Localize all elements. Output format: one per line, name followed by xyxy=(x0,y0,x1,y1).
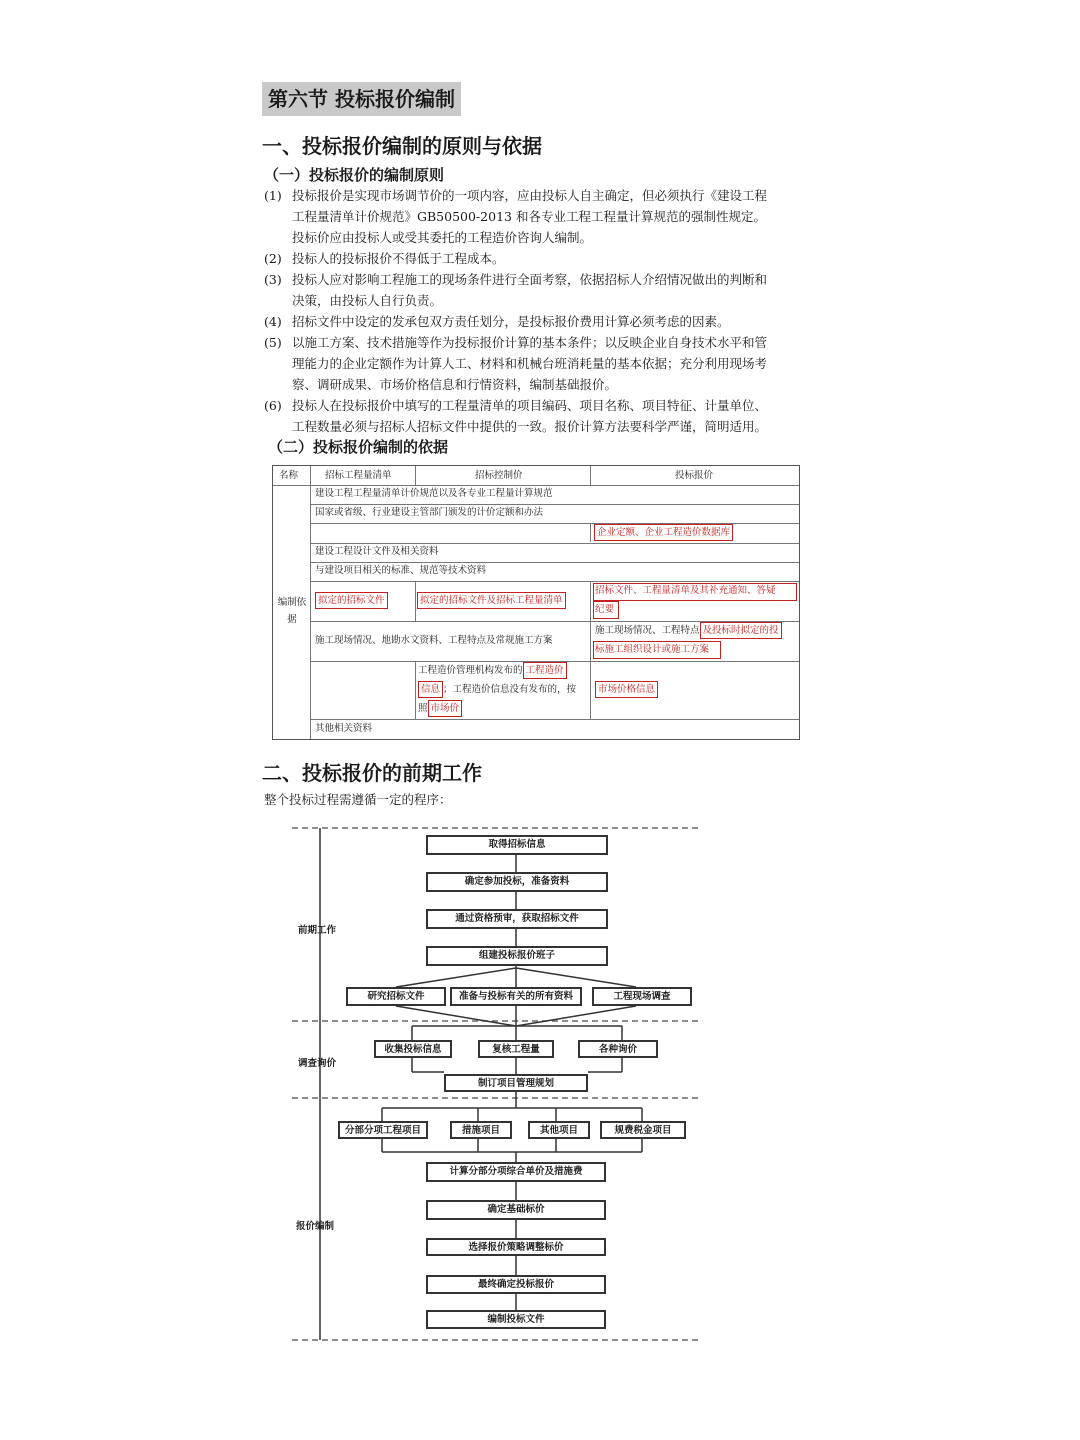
phase-label-pricing: 报价编制 xyxy=(296,1221,335,1232)
bidding-flowchart xyxy=(262,820,742,1350)
basis-row-2: 国家或省级、行业建设主管部门颁发的计价定额和办法 xyxy=(315,507,544,518)
basis-row-6-bill: 拟定的招标文件 xyxy=(315,592,388,610)
table-header-control-price: 招标控制价 xyxy=(475,470,523,481)
row-label-basis: 编制依据 xyxy=(277,597,307,625)
flow-node-fees-taxes: 规费税金项目 xyxy=(600,1121,686,1139)
basis-subheading: （二）投标报价编制的依据 xyxy=(268,438,449,456)
part2-intro: 整个投标过程需遵循一定的程序： xyxy=(264,792,452,807)
flow-node-obtain-info: 取得招标信息 xyxy=(426,835,608,855)
part2-heading: 二、投标报价的前期工作 xyxy=(262,761,482,785)
flow-node-prequalify: 通过资格预审，获取招标文件 xyxy=(426,909,608,929)
basis-row-7: 施工现场情况、地勘水文资料、工程特点及常规施工方案 xyxy=(315,635,553,646)
basis-table xyxy=(272,465,800,740)
flow-node-form-team: 组建投标报价班子 xyxy=(426,946,608,966)
basis-row-9: 其他相关资料 xyxy=(315,723,373,734)
basis-row-8-control-line1: 工程造价管理机构发布的 工程造价 xyxy=(418,662,567,680)
flow-node-decide-bid: 确定参加投标，准备资料 xyxy=(426,872,608,892)
table-header-bid-price: 投标报价 xyxy=(675,470,714,481)
basis-row-8-control-line2: 信息 ；工程造价信息没有发布的，按 xyxy=(418,681,576,699)
basis-row-1: 建设工程工程量清单计价规范以及各专业工程量计算规范 xyxy=(315,488,553,499)
basis-row-6-control: 拟定的招标文件及招标工程量清单 xyxy=(417,592,566,610)
flow-node-sub-items: 分部分项工程项目 xyxy=(338,1121,428,1139)
flow-node-other-items: 其他项目 xyxy=(528,1121,590,1139)
flow-node-collect-info: 收集投标信息 xyxy=(374,1040,452,1058)
basis-row-3-bid: 企业定额、企业工程造价数据库 xyxy=(594,524,733,542)
flow-node-check-quantity: 复核工程量 xyxy=(478,1040,554,1058)
table-header-name: 名称 xyxy=(279,470,299,481)
flow-node-project-plan: 制订项目管理规划 xyxy=(444,1074,588,1092)
basis-row-4: 建设工程设计文件及相关资料 xyxy=(315,546,439,557)
principles-list: (1) 投标报价是实现市场调节价的一项内容，应由投标人自主确定，但必须执行《建设工程 工程量清单计价规范》GB50500-2013 和各专业工程工程量计算规范的强制性规定。 投标价应由投标人或受其委托的工程造价咨询人编制。 (2) 投标人的投标报价不得低于工程成本。 (3) 投标人应对影响工程施工的现场条件进行全面考察，依据招标人介绍情况做出的判断和 决策，由投标人自行负责。 (4) 招标文件中设定的发承包双方责任划分，是投标报价费用计算必须考虑的因素。 (5) 以施工方案、技术措施等作为投标报价计算的基本条件；以反映企业自身技术水平和管 理能力的企业定额作为计算人工、材料和机械台班消耗量的基本依据；充分利用现场考 察、调研成果、市场价格信息和行情资料，编制基础报价。 (6) 投标人在投标报价中填写的工程量清单的项目编码、项目名称、项目特征、计量单位、 工程数量必须与招标人招标文件中提供的一致。报价计算方法要科学严谨，简明适用。 xyxy=(264,188,768,434)
phase-label-preliminary: 前期工作 xyxy=(298,925,337,936)
part1-heading: 一、投标报价编制的原则与依据 xyxy=(262,134,542,158)
flow-node-measures: 措施项目 xyxy=(450,1121,512,1139)
flow-node-prepare-materials: 准备与投标有关的所有资料 xyxy=(450,987,582,1006)
phase-label-inquiry: 调查询价 xyxy=(298,1058,337,1069)
basis-row-6-bid-line2: 纪要 xyxy=(595,604,615,615)
table-header-bill: 招标工程量清单 xyxy=(325,470,392,481)
flow-node-base-price: 确定基础标价 xyxy=(426,1200,606,1220)
principles-subheading: （一）投标报价的编制原则 xyxy=(264,166,445,184)
basis-row-7-bid-line1: 施工现场情况、工程特点 及投标时拟定的投 xyxy=(595,622,782,640)
flow-node-unit-price: 计算分部分项综合单价及措施费 xyxy=(426,1162,606,1182)
flow-node-study-docs: 研究招标文件 xyxy=(346,987,446,1006)
flow-node-inquiries: 各种询价 xyxy=(578,1040,658,1058)
basis-row-5: 与建设项目相关的标准、规范等技术资料 xyxy=(315,565,487,576)
basis-row-8-control-line3: 照 市场价 xyxy=(418,700,462,718)
flow-node-final-price: 最终确定投标报价 xyxy=(426,1275,606,1294)
basis-row-7-bid-line2: 标施工组织设计或施工方案 xyxy=(595,644,710,655)
flow-node-site-survey: 工程现场调查 xyxy=(592,987,692,1006)
section-title: 第六节 投标报价编制 xyxy=(262,82,461,116)
basis-row-6-bid-line1: 招标文件、工程量清单及其补充通知、答疑 xyxy=(595,585,776,596)
basis-row-8-bid: 市场价格信息 xyxy=(595,681,658,699)
flow-node-strategy: 选择报价策略调整标价 xyxy=(426,1238,606,1256)
flow-node-bid-docs: 编制投标文件 xyxy=(426,1310,606,1329)
